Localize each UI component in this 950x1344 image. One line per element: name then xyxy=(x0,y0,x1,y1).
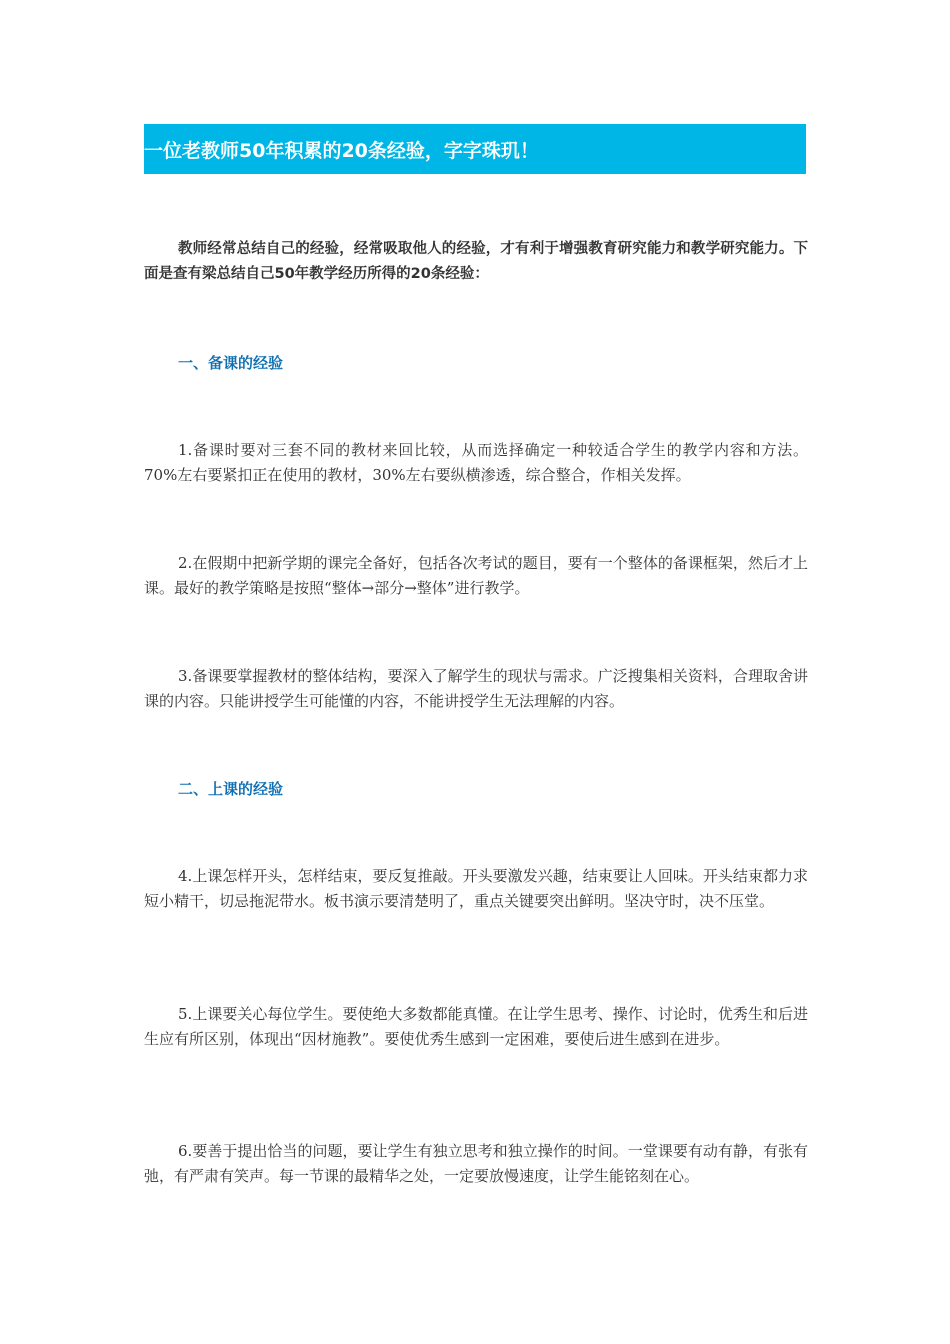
intro-paragraph: 教师经常总结自己的经验，经常吸取他人的经验，才有利于增强教育研究能力和教学研究能力。下面是查有梁总结自己50年教学经历所得的20条经验： xyxy=(144,241,808,282)
list-item: 5.上课要关心每位学生。要使绝大多数都能真懂。在让学生思考、操作、讨论时，优秀生和后进生应有所区别，体现出“因材施教”。要使优秀生感到一定困难，要使后进生感到在进步。 xyxy=(144,1005,808,1048)
list-item: 1.备课时要对三套不同的教材来回比较，从而选择确定一种较适合学生的教学内容和方法。70%左右要紧扣正在使用的教材，30%左右要纵横渗透，综合整合，作相关发挥。 xyxy=(144,441,808,484)
list-item: 2.在假期中把新学期的课完全备好，包括各次考试的题目，要有一个整体的备课框架，然后才上课。最好的教学策略是按照“整体→部分→整体”进行教学。 xyxy=(144,554,808,597)
section-heading-teaching: 二、上课的经验 xyxy=(178,780,284,798)
section-heading-preparation: 一、备课的经验 xyxy=(178,354,284,372)
list-item: 4.上课怎样开头，怎样结束，要反复推敲。开头要激发兴趣，结束要让人回味。开头结束都力求短小精干，切忌拖泥带水。板书演示要清楚明了，重点关键要突出鲜明。坚决守时，决不压堂。 xyxy=(144,867,808,910)
list-item: 3.备课要掌握教材的整体结构，要深入了解学生的现状与需求。广泛搜集相关资料，合理取舍讲课的内容。只能讲授学生可能懂的内容，不能讲授学生无法理解的内容。 xyxy=(144,667,808,710)
list-item: 6.要善于提出恰当的问题，要让学生有独立思考和独立操作的时间。一堂课要有动有静，有张有弛，有严肃有笑声。每一节课的最精华之处，一定要放慢速度，让学生能铭刻在心。 xyxy=(144,1142,808,1185)
title-banner xyxy=(144,124,806,174)
page-title: 一位老教师50年积累的20条经验，字字珠玑！ xyxy=(144,139,539,162)
